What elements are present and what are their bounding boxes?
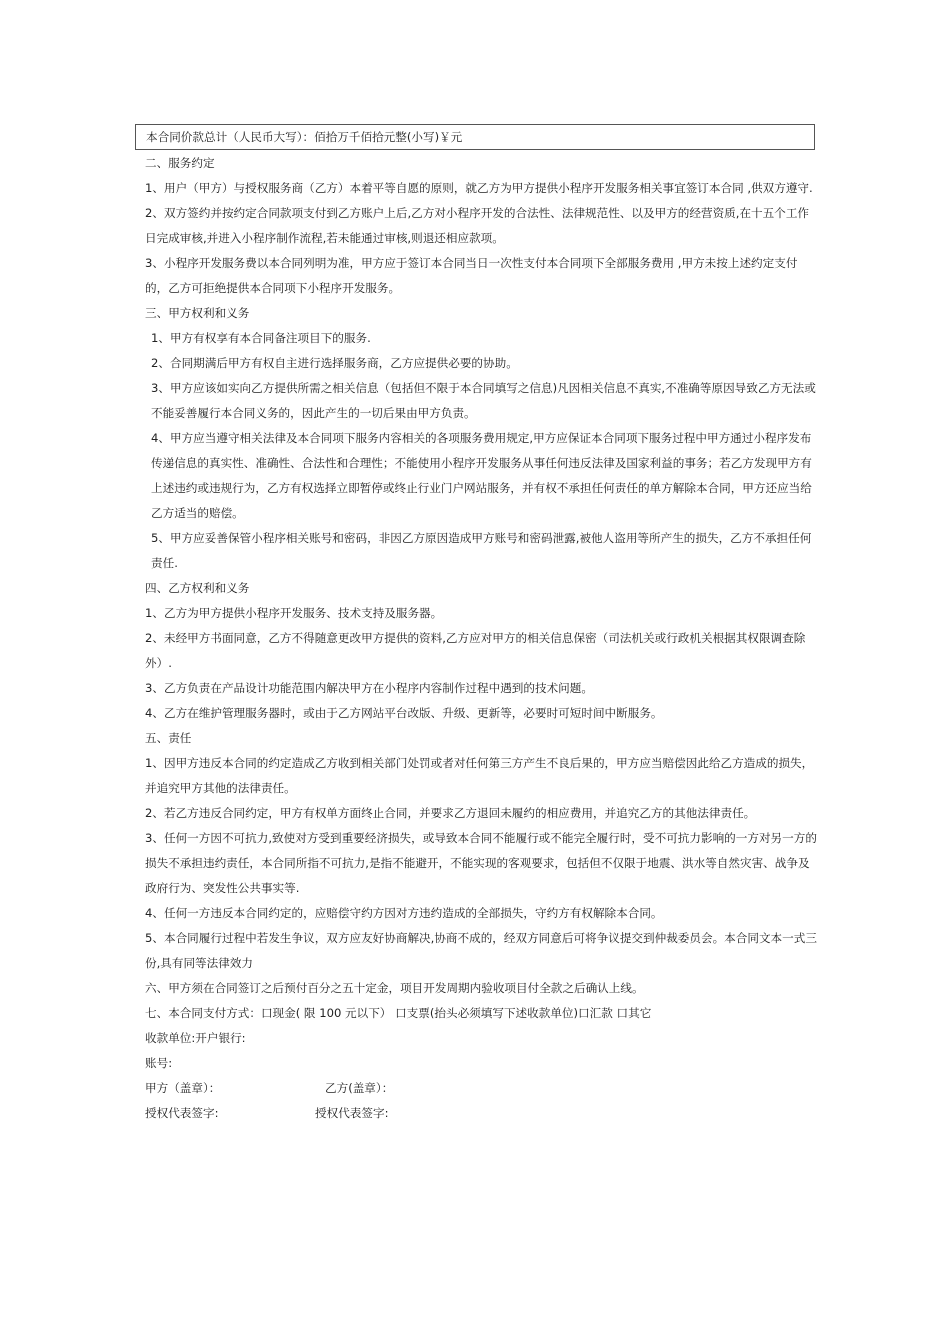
clause-item: 4、乙方在维护管理服务器时，或由于乙方网站平台改版、升级、更新等，必要时可短时间中断服务。	[145, 706, 663, 720]
clause-item: 5、甲方应妥善保管小程序相关账号和密码，非因乙方原因造成甲方账号和密码泄露,被他人盗用等所产生的损失，乙方不承担任何责任.	[151, 531, 812, 570]
clause-item: 3、乙方负责在产品设计功能范围内解决甲方在小程序内容制作过程中遇到的技术问题。	[145, 681, 593, 695]
section-heading: 三、甲方权利和义务	[145, 306, 250, 320]
section-heading: 二、服务约定	[145, 156, 215, 170]
clause-item: 2、双方签约并按约定合同款项支付到乙方账户上后,乙方对小程序开发的合法性、法律规范性、以及甲方的经营资质,在十五个工作日完成审核,并进入小程序制作流程,若未能通过审核,则退还相应款项。	[145, 206, 810, 245]
contract-sections	[145, 151, 817, 976]
clause-item: 3、小程序开发服务费以本合同列明为准，甲方应于签订本合同当日一次性支付本合同项下全部服务费用 ,甲方未按上述约定支付的，乙方可拒绝提供本合同项下小程序开发服务。	[145, 256, 798, 295]
clause-item: 4、甲方应当遵守相关法律及本合同项下服务内容相关的各项服务费用规定,甲方应保证本合同项下服务过程中甲方通过小程序发布传递信息的真实性、准确性、合法性和合理性；不能使用小程序开发服务从事任何违反法律及国家利益的事务；若乙方发现甲方有上述违约或违规行为，乙方有权选择立即暂停或终止行业门户网站服务，并有权不承担任何责任的单方解除本合同，甲方还应当给乙方适当的赔偿。	[151, 431, 812, 520]
clause-item: 2、未经甲方书面同意，乙方不得随意更改甲方提供的资料,乙方应对甲方的相关信息保密（司法机关或行政机关根据其权限调查除外）.	[145, 631, 806, 670]
party-a-signature-label: 授权代表签字:	[145, 1106, 219, 1120]
contract-total-text: 本合同价款总计（人民币大写）：佰拾万千佰拾元整(小写)￥元	[146, 130, 463, 144]
clause-six: 六、甲方须在合同签订之后预付百分之五十定金，项目开发周期内验收项目付全款之后确认上线。	[145, 981, 644, 995]
account-line: 账号:	[145, 1056, 173, 1070]
contract-body	[145, 124, 817, 1126]
party-b-signature-label: 授权代表签字:	[315, 1106, 389, 1120]
payee-bank-line: 收款单位:开户银行:	[145, 1031, 246, 1045]
clause-item: 3、甲方应该如实向乙方提供所需之相关信息（包括但不限于本合同填写之信息)凡因相关信息不真实,不准确等原因导致乙方无法或不能妥善履行本合同义务的，因此产生的一切后果由甲方负责。	[151, 381, 816, 420]
signature-row	[145, 1101, 817, 1126]
contract-total-box	[135, 124, 815, 150]
party-b-seal-label: 乙方(盖章）：	[325, 1081, 394, 1095]
clause-item: 1、乙方为甲方提供小程序开发服务、技术支持及服务器。	[145, 606, 443, 620]
clause-item: 1、用户（甲方）与授权服务商（乙方）本着平等自愿的原则，就乙方为甲方提供小程序开发服务相关事宜签订本合同 ,供双方遵守.	[145, 181, 813, 195]
clause-item: 5、本合同履行过程中若发生争议，双方应友好协商解决,协商不成的，经双方同意后可将争议提交到仲裁委员会。本合同文本一式三份,具有同等法律效力	[145, 931, 817, 970]
clause-item: 2、合同期满后甲方有权自主进行选择服务商，乙方应提供必要的协助。	[151, 356, 518, 370]
clause-item: 4、任何一方违反本合同约定的，应赔偿守约方因对方违约造成的全部损失，守约方有权解除本合同。	[145, 906, 663, 920]
clause-seven-payment-method: 七、本合同支付方式：口现金( 限 100 元以下） 口支票(抬头必须填写下述收款单位)口汇款 口其它	[145, 1006, 652, 1020]
seal-row	[145, 1076, 817, 1101]
party-a-seal-label: 甲方（盖章）：	[145, 1081, 221, 1095]
clause-item: 2、若乙方违反合同约定，甲方有权单方面终止合同，并要求乙方退回未履约的相应费用，并追究乙方的其他法律责任。	[145, 806, 756, 820]
clause-item: 3、任何一方因不可抗力,致使对方受到重要经济损失，或导致本合同不能履行或不能完全履行时，受不可抗力影响的一方对另一方的损失不承担违约责任，本合同所指不可抗力,是指不能避开，不能实现的客观要求，包括但不仅限于地震、洪水等自然灾害、战争及政府行为、突发性公共事实等.	[145, 831, 817, 895]
section-heading: 五、责任	[145, 731, 192, 745]
clause-item: 1、甲方有权享有本合同备注项目下的服务.	[151, 331, 371, 345]
section-heading: 四、乙方权利和义务	[145, 581, 250, 595]
clause-item: 1、因甲方违反本合同的约定造成乙方收到相关部门处罚或者对任何第三方产生不良后果的，甲方应当赔偿因此给乙方造成的损失，并追究甲方其他的法律责任。	[145, 756, 814, 795]
